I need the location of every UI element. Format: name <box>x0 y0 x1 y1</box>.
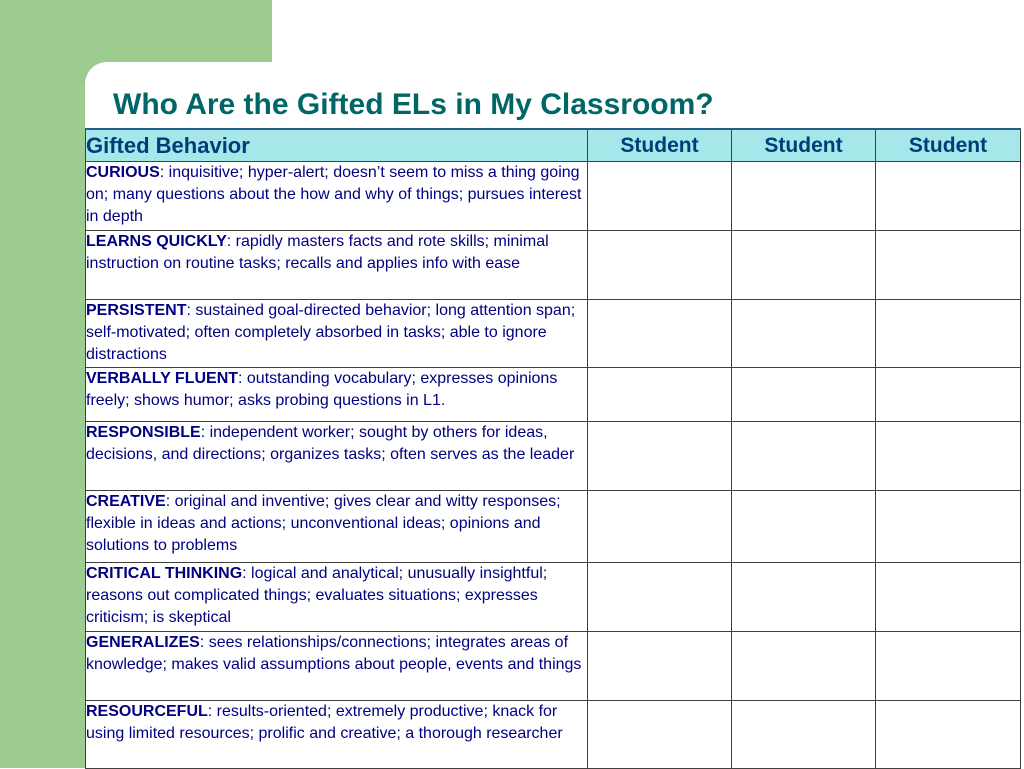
behavior-term: CRITICAL THINKING <box>86 565 243 582</box>
table-row <box>86 563 1021 632</box>
behavior-cell <box>86 491 588 563</box>
table-row <box>86 231 1021 300</box>
behavior-term: VERBALLY FLUENT <box>86 370 239 387</box>
behavior-cell <box>86 422 588 491</box>
student-cell[interactable] <box>588 422 732 491</box>
table-row <box>86 300 1021 368</box>
behavior-cell <box>86 231 588 300</box>
student-cell[interactable] <box>876 701 1021 769</box>
behavior-description: : inquisitive; hyper-alert; doesn’t seem to miss a thing going on; many questions about the how and why of things; pursues interest in depth <box>86 164 582 225</box>
student-cell[interactable] <box>732 231 876 300</box>
student-cell[interactable] <box>876 162 1021 231</box>
behavior-cell <box>86 632 588 701</box>
behavior-term: CREATIVE <box>86 493 166 510</box>
student-cell[interactable] <box>732 368 876 422</box>
student-cell[interactable] <box>588 162 732 231</box>
student-cell[interactable] <box>732 162 876 231</box>
behavior-cell <box>86 300 588 368</box>
student-cell[interactable] <box>588 368 732 422</box>
student-cell[interactable] <box>588 632 732 701</box>
student-cell[interactable] <box>876 300 1021 368</box>
table-row <box>86 701 1021 769</box>
student-cell[interactable] <box>876 231 1021 300</box>
student-cell[interactable] <box>588 563 732 632</box>
student-cell[interactable] <box>876 422 1021 491</box>
header-student-3: Student <box>876 129 1021 162</box>
behavior-description: : sees relationships/connections; integrates areas of knowledge; makes valid assumptions about people, events and things <box>86 634 582 673</box>
behavior-description: : rapidly masters facts and rote skills; minimal instruction on routine tasks; recalls and applies info with ease <box>86 233 549 272</box>
behavior-description: : sustained goal-directed behavior; long attention span; self-motivated; often completely absorbed in tasks; able to ignore distractions <box>86 302 576 363</box>
behavior-description: : results-oriented; extremely productive; knack for using limited resources; prolific and creative; a thorough researcher <box>86 703 563 742</box>
behavior-term: LEARNS QUICKLY <box>86 233 227 250</box>
page-title: Who Are the Gifted ELs in My Classroom? <box>113 88 714 121</box>
behavior-description: : original and inventive; gives clear and witty responses; flexible in ideas and actions; unconventional ideas; opinions and solutions to problems <box>86 493 561 554</box>
behavior-term: RESOURCEFUL <box>86 703 208 720</box>
table-row <box>86 368 1021 422</box>
student-cell[interactable] <box>876 368 1021 422</box>
student-cell[interactable] <box>732 701 876 769</box>
table-row <box>86 491 1021 563</box>
student-cell[interactable] <box>732 422 876 491</box>
behavior-cell <box>86 563 588 632</box>
header-student-2: Student <box>732 129 876 162</box>
behavior-term: PERSISTENT <box>86 302 187 319</box>
table-row <box>86 162 1021 231</box>
behavior-description: : logical and analytical; unusually insightful; reasons out complicated things; evaluates situations; expresses criticism; is skeptical <box>86 565 548 626</box>
student-cell[interactable] <box>876 491 1021 563</box>
student-cell[interactable] <box>876 632 1021 701</box>
student-cell[interactable] <box>588 701 732 769</box>
student-cell[interactable] <box>876 563 1021 632</box>
behavior-description: : outstanding vocabulary; expresses opinions freely; shows humor; asks probing questions in L1. <box>86 370 558 409</box>
student-cell[interactable] <box>732 491 876 563</box>
behavior-description: : independent worker; sought by others for ideas, decisions, and directions; organizes tasks; often serves as the leader <box>86 424 575 463</box>
header-gifted-behavior: Gifted Behavior <box>86 129 588 162</box>
behavior-cell <box>86 162 588 231</box>
student-cell[interactable] <box>588 231 732 300</box>
table-row <box>86 422 1021 491</box>
behavior-cell <box>86 368 588 422</box>
student-cell[interactable] <box>732 563 876 632</box>
behavior-term: CURIOUS <box>86 164 160 181</box>
gifted-behavior-table <box>85 128 1021 769</box>
table-row <box>86 632 1021 701</box>
behavior-term: GENERALIZES <box>86 634 200 651</box>
behavior-term: RESPONSIBLE <box>86 424 201 441</box>
header-student-1: Student <box>588 129 732 162</box>
student-cell[interactable] <box>588 300 732 368</box>
table-header-row <box>86 129 1021 162</box>
behavior-cell <box>86 701 588 769</box>
student-cell[interactable] <box>588 491 732 563</box>
student-cell[interactable] <box>732 632 876 701</box>
student-cell[interactable] <box>732 300 876 368</box>
